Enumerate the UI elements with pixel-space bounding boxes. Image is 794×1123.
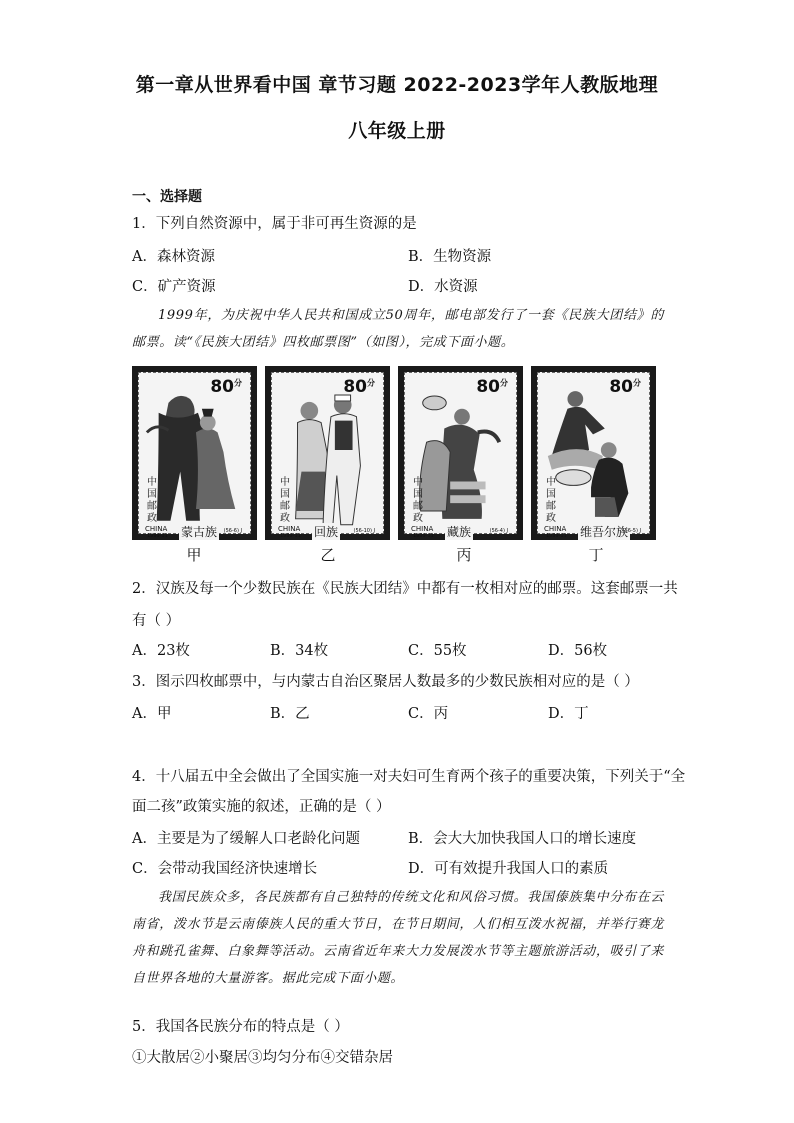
q2-option-d: D．56枚 [548, 643, 608, 659]
q3-option-c: C．丙 [408, 706, 449, 722]
stamp-label-ding: 丁 [588, 546, 604, 564]
stamp-country: CHINA [278, 525, 301, 533]
stamp-code-right: (56-5) J [622, 528, 641, 534]
stamp-post-label: 中国邮政 [413, 477, 423, 524]
q1-option-d: D．水资源 [408, 279, 478, 295]
stamp-country: CHINA [544, 525, 567, 533]
stamp-code-left: 1999-11 [413, 533, 434, 539]
q3-option-a: A．甲 [132, 706, 172, 722]
stamp-denomination: $80^分$ [609, 377, 641, 397]
q4-option-d: D．可有效提升我国人口的素质 [408, 861, 609, 877]
stamp-uyghur [531, 366, 656, 540]
stamp-code-right: (56-4) J [489, 528, 508, 534]
stamp-code-right: (56-10) J [353, 528, 375, 534]
q1-stem: 1．下列自然资源中，属于非可再生资源的是 [132, 216, 417, 232]
stamp-ethnic-label: 维吾尔族 [580, 525, 629, 539]
q2-stem-line2: 有（ ） [132, 613, 181, 629]
stamp-label-bing: 丙 [456, 546, 472, 564]
passage-stamps: 1999年，为庆祝中华人民共和国成立50周年，邮电部发行了一套《民族大团结》的邮票。读“《民族大团结》四枚邮票图”（如图），完成下面小题。 [132, 308, 664, 350]
document-title-line1: 第一章从世界看中国 章节习题 2022-2023学年人教版地理 [135, 74, 659, 96]
document-title-line2: 八年级上册 [348, 120, 446, 142]
stamp-label-jia: 甲 [186, 546, 202, 564]
stamp-code-left: 1999-11 [147, 533, 168, 539]
q3-option-b: B．乙 [270, 706, 310, 722]
q2-option-a: A．23枚 [132, 643, 190, 659]
q1-option-b: B．生物资源 [408, 249, 492, 265]
stamp-ethnic-label: 藏族 [447, 525, 472, 539]
stamp-code-left: 1999-11 [546, 533, 567, 539]
stamp-post-label: 中国邮政 [147, 477, 157, 524]
q2-option-c: C．55枚 [408, 643, 467, 659]
stamps-figure [132, 366, 658, 540]
q1-option-a: A．森林资源 [132, 249, 215, 265]
stamp-country: CHINA [411, 525, 434, 533]
stamp-code-left: 1999-11 [280, 533, 301, 539]
stamp-tibetan [398, 366, 523, 540]
q3-option-d: D．丁 [548, 706, 589, 722]
stamp-country: CHINA [145, 525, 168, 533]
stamp-code-right: (56-6) J [223, 528, 242, 534]
q4-option-b: B．会大大加快我国人口的增长速度 [408, 831, 637, 847]
q2-stem-line1: 2．汉族及每一个少数民族在《民族大团结》中都有一枚相对应的邮票。这套邮票一共 [132, 581, 678, 597]
stamp-denomination: $80^分$ [210, 377, 242, 397]
q4-option-a: A．主要是为了缓解人口老龄化问题 [132, 831, 360, 847]
q1-option-c: C．矿产资源 [132, 279, 216, 295]
stamp-ethnic-label: 回族 [314, 525, 339, 539]
stamp-ethnic-label: 蒙古族 [181, 525, 218, 539]
q4-stem-line1: 4．十八届五中全会做出了全国实施一对夫妇可生育两个孩子的重要决策，下列关于“全 [132, 769, 686, 785]
q2-option-b: B．34枚 [270, 643, 329, 659]
stamp-hui [265, 366, 390, 540]
passage-dai-water-festival: 我国民族众多，各民族都有自己独特的传统文化和风俗习惯。我国傣族集中分布在云南省，泼水节是云南傣族人民的重大节日，在节日期间，人们相互泼水祝福，并举行赛龙舟和跳孔雀舞、白象舞等活动。云南省近年来大力发展泼水节等主题旅游活动，吸引了来自世界各地的大量游客。据此完成下面小题。 [132, 890, 664, 986]
stamp-denomination: $80^分$ [343, 377, 375, 397]
q4-stem-line2: 面二孩”政策实施的叙述，正确的是（ ） [132, 799, 391, 815]
stamp-mongol [132, 366, 257, 540]
stamp-denomination: $80^分$ [476, 377, 508, 397]
stamp-post-label: 中国邮政 [546, 477, 556, 524]
stamp-label-yi: 乙 [320, 546, 336, 564]
q5-choices: ①大散居②小聚居③均匀分布④交错杂居 [132, 1050, 393, 1066]
q4-option-c: C．会带动我国经济快速增长 [132, 861, 318, 877]
stamp-post-label: 中国邮政 [280, 477, 290, 524]
q3-stem: 3．图示四枚邮票中，与内蒙古自治区聚居人数最多的少数民族相对应的是（ ） [132, 674, 639, 690]
q5-stem: 5．我国各民族分布的特点是（ ） [132, 1019, 349, 1035]
section-heading: 一、选择题 [132, 189, 202, 205]
